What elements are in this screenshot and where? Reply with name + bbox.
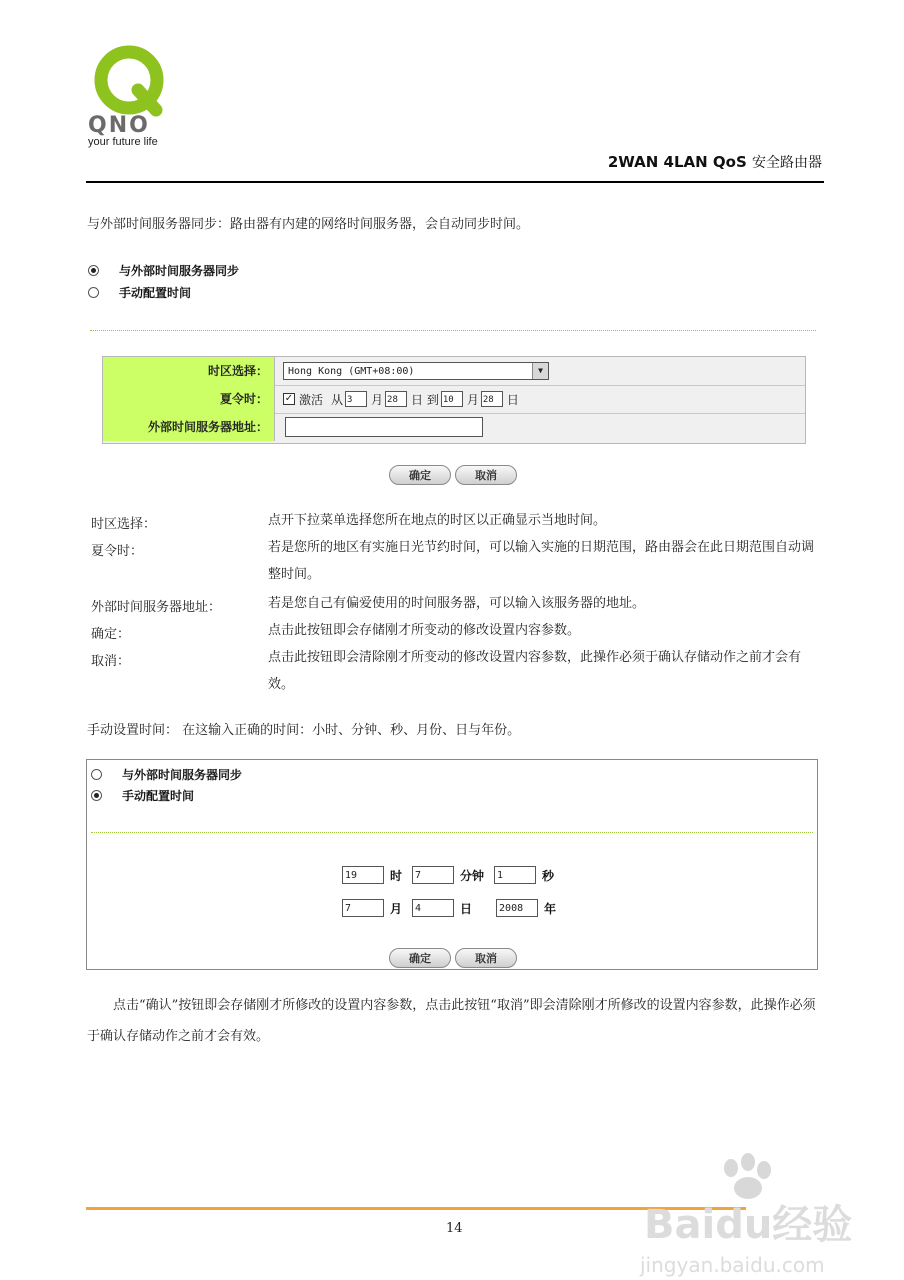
dst-enable-label: 激活 bbox=[299, 392, 324, 407]
month-input[interactable]: 7 bbox=[342, 899, 384, 917]
year-unit: 年 bbox=[544, 901, 557, 916]
year-input[interactable]: 2008 bbox=[496, 899, 538, 917]
manual-radio-manual-circle[interactable] bbox=[91, 790, 102, 801]
server-value-cell bbox=[285, 413, 483, 441]
watermark-url: jingyan.baidu.com bbox=[640, 1253, 825, 1277]
hour-input[interactable]: 19 bbox=[342, 866, 384, 884]
server-label: 外部时间服务器地址： bbox=[103, 413, 275, 441]
manual-radio-sync-external[interactable] bbox=[91, 766, 242, 783]
radio-sync-external[interactable] bbox=[88, 262, 239, 279]
def-desc-timezone: 点开下拉菜单选择您所在地点的时区以正确显示当地时间。 bbox=[268, 513, 607, 528]
server-address-input[interactable] bbox=[285, 417, 483, 437]
conclusion-paragraph: 点击“确认”按钮即会存储刚才所修改的设置内容参数，点击此按钮“取消”即会清除刚才所修改的设置内容参数，此操作必须于确认存储动作之前才会有效。 bbox=[87, 998, 816, 1044]
hour-unit: 时 bbox=[390, 868, 403, 883]
manual-cancel-button[interactable]: 取消 bbox=[455, 948, 517, 968]
watermark-brand: Baidu经验 bbox=[644, 1202, 853, 1248]
header-divider bbox=[86, 181, 824, 183]
manual-ok-button[interactable]: 确定 bbox=[389, 948, 451, 968]
minute-unit: 分钟 bbox=[460, 868, 485, 883]
minute-input[interactable]: 7 bbox=[412, 866, 454, 884]
def-desc-ok: 点击此按钮即会存储刚才所变动的修改设置内容参数。 bbox=[268, 623, 581, 638]
dst-month-label-2: 月 bbox=[466, 392, 479, 407]
time-settings-table bbox=[102, 356, 806, 444]
dst-value-cell bbox=[283, 385, 519, 413]
tagline: your future life bbox=[88, 136, 158, 148]
def-desc-server: 若是您自己有偏爱使用的时间服务器，可以输入该服务器的地址。 bbox=[268, 596, 646, 611]
product-title-en: 2WAN 4LAN QoS bbox=[607, 153, 747, 171]
date-inputs-row bbox=[342, 899, 556, 917]
second-unit: 秒 bbox=[542, 868, 555, 883]
manual-dotted-divider bbox=[91, 832, 813, 833]
timezone-select[interactable] bbox=[283, 362, 549, 380]
dotted-divider bbox=[90, 330, 816, 331]
dst-from-month-input[interactable]: 3 bbox=[345, 391, 367, 407]
radio-sync-external-label: 与外部时间服务器同步 bbox=[119, 264, 240, 278]
time-inputs-row bbox=[342, 866, 554, 884]
day-unit: 日 bbox=[460, 901, 473, 916]
intro-paragraph: 与外部时间服务器同步：路由器有内建的网络时间服务器，会自动同步时间。 bbox=[87, 217, 530, 232]
manual-radio-sync-external-label: 与外部时间服务器同步 bbox=[122, 768, 243, 782]
timezone-label: 时区选择： bbox=[103, 357, 275, 385]
dst-to-label: 日 到 bbox=[411, 392, 439, 407]
def-term-ok: 确定： bbox=[91, 627, 131, 642]
manual-radio-manual-label: 手动配置时间 bbox=[122, 789, 195, 803]
day-input[interactable]: 4 bbox=[412, 899, 454, 917]
dst-to-day-input[interactable]: 28 bbox=[481, 391, 503, 407]
dst-from-label: 从 bbox=[331, 392, 344, 407]
product-title bbox=[608, 152, 822, 172]
manual-intro: 手动设置时间： 在这输入正确的时间：小时、分钟、秒、月份、日与年份。 bbox=[87, 723, 521, 738]
dst-day-label: 日 bbox=[506, 392, 519, 407]
month-unit: 月 bbox=[390, 901, 403, 916]
manual-radio-manual[interactable] bbox=[91, 787, 194, 804]
def-term-timezone: 时区选择： bbox=[91, 517, 157, 532]
def-term-cancel: 取消： bbox=[91, 654, 131, 669]
dst-month-label: 月 bbox=[371, 392, 384, 407]
manual-time-panel bbox=[86, 759, 818, 970]
timezone-select-value: Hong Kong (GMT+08:00) bbox=[288, 366, 415, 377]
def-term-dst: 夏令时： bbox=[91, 544, 144, 559]
radio-manual-label: 手动配置时间 bbox=[119, 286, 192, 300]
dst-enable-checkbox[interactable]: ✓ bbox=[284, 393, 294, 404]
ok-button[interactable]: 确定 bbox=[389, 465, 451, 485]
dst-from-day-input[interactable]: 28 bbox=[385, 391, 407, 407]
timezone-value-cell bbox=[283, 357, 549, 385]
radio-manual[interactable] bbox=[88, 284, 191, 301]
manual-radio-sync-external-circle[interactable] bbox=[91, 769, 102, 780]
baidu-jingyan-watermark bbox=[636, 1148, 856, 1278]
def-desc-dst: 若是您所的地区有实施日光节约时间，可以输入实施的日期范围，路由器会在此日期范围自动调整时间。 bbox=[268, 540, 815, 582]
cancel-button[interactable]: 取消 bbox=[455, 465, 517, 485]
product-title-cn: 安全路由器 bbox=[752, 155, 822, 171]
second-input[interactable]: 1 bbox=[494, 866, 536, 884]
dst-to-month-input[interactable]: 10 bbox=[441, 391, 463, 407]
def-term-server: 外部时间服务器地址： bbox=[91, 600, 222, 615]
dst-label: 夏令时： bbox=[103, 385, 275, 413]
page-number: 14 bbox=[446, 1221, 463, 1236]
chevron-down-icon[interactable]: ▼ bbox=[532, 363, 548, 379]
timezone-row bbox=[103, 357, 805, 386]
dst-row bbox=[103, 385, 805, 414]
logo-wordmark: QNO bbox=[88, 113, 150, 138]
radio-sync-external-circle[interactable] bbox=[88, 265, 99, 276]
def-desc-cancel: 点击此按钮即会清除刚才所变动的修改设置内容参数，此操作必须于确认存储动作之前才会有效。 bbox=[268, 650, 802, 692]
server-row bbox=[103, 413, 805, 441]
paw-icon bbox=[724, 1153, 771, 1199]
radio-manual-circle[interactable] bbox=[88, 287, 99, 298]
